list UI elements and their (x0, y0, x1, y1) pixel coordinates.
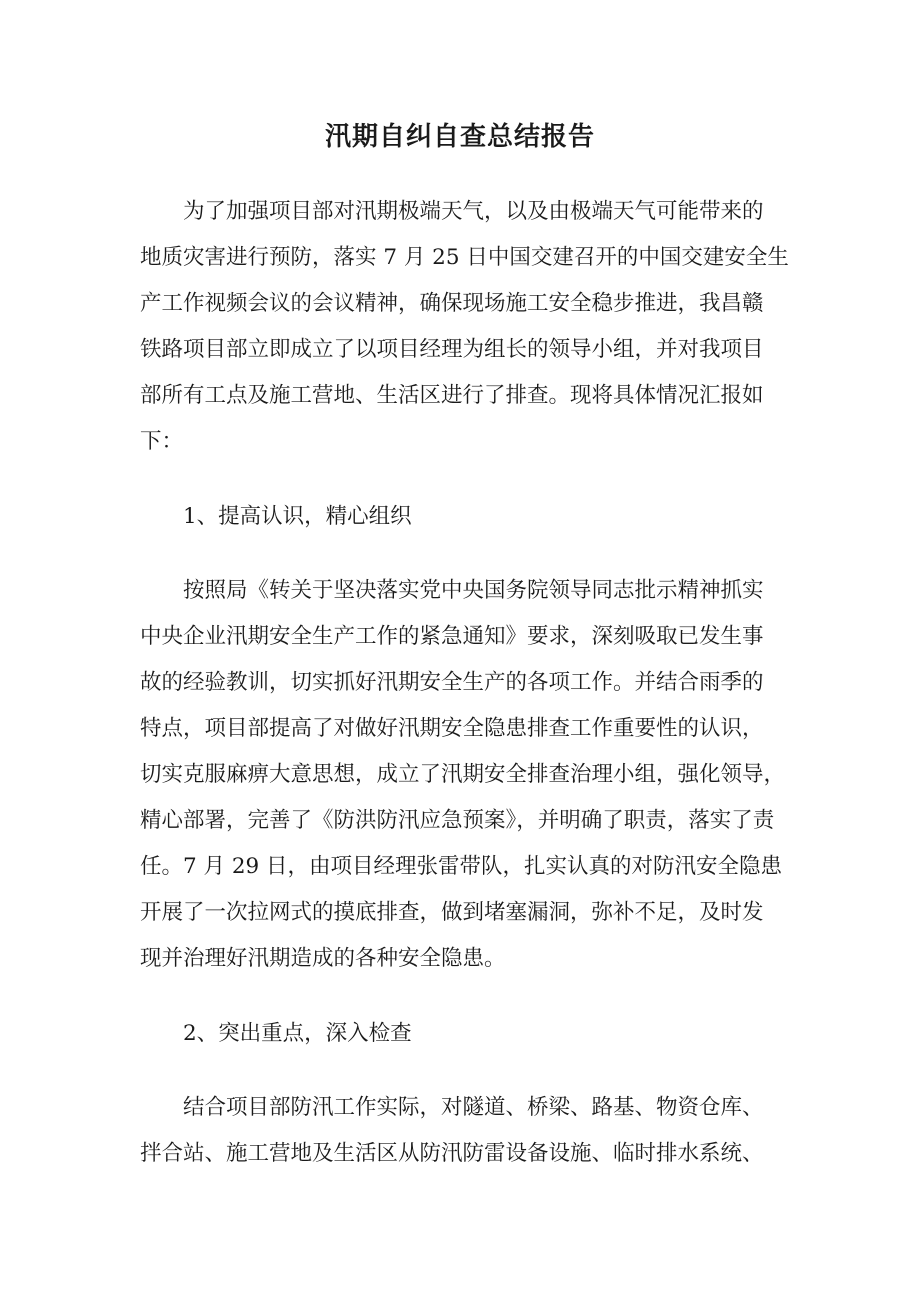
paragraph-line: 部所有工点及施工营地、生活区进行了排查。现将具体情况汇报如 (140, 383, 764, 408)
paragraph-line: 按照局《转关于坚决落实党中央国务院领导同志批示精神抓实 (183, 578, 764, 603)
paragraph-line: 切实克服麻痹大意思想，成立了汛期安全排查治理小组，强化领导， (140, 762, 786, 787)
paragraph-line: 拌合站、施工营地及生活区从防汛防雷设备设施、临时排水系统、 (140, 1141, 764, 1166)
paragraph-line: 为了加强项目部对汛期极端天气，以及由极端天气可能带来的 (183, 199, 764, 224)
document-title: 汛期自纠自查总结报告 (324, 122, 595, 152)
paragraph-line: 特点，项目部提高了对做好汛期安全隐患排查工作重要性的认识， (140, 716, 764, 741)
paragraph-line: 下： (140, 429, 184, 454)
paragraph-line: 精心部署，完善了《防洪防汛应急预案》，并明确了职责，落实了责 (140, 808, 775, 833)
paragraph-line: 产工作视频会议的会议精神，确保现场施工安全稳步推进，我昌赣 (140, 291, 764, 316)
paragraph-line: 故的经验教训，切实抓好汛期安全生产的各项工作。并结合雨季的 (140, 670, 764, 695)
paragraph-line: 中央企业汛期安全生产工作的紧急通知》要求，深刻吸取已发生事 (140, 624, 764, 649)
paragraph-line: 现并治理好汛期造成的各种安全隐患。 (140, 946, 506, 971)
paragraph-line: 开展了一次拉网式的摸底排查，做到堵塞漏洞，弥补不足，及时发 (140, 900, 764, 925)
paragraph-line: 结合项目部防汛工作实际，对隧道、桥梁、路基、物资仓库、 (183, 1095, 764, 1120)
paragraph-line: 地质灾害进行预防，落实 7 月 25 日中国交建召开的中国交建安全生 (140, 245, 789, 270)
section-heading: 1、提高认识，精心组织 (183, 504, 412, 529)
section-heading: 2、突出重点，深入检查 (183, 1021, 412, 1046)
paragraph-line: 铁路项目部立即成立了以项目经理为组长的领导小组，并对我项目 (140, 337, 764, 362)
paragraph-line: 任。7 月 29 日，由项目经理张雷带队，扎实认真的对防汛安全隐患 (140, 854, 783, 879)
